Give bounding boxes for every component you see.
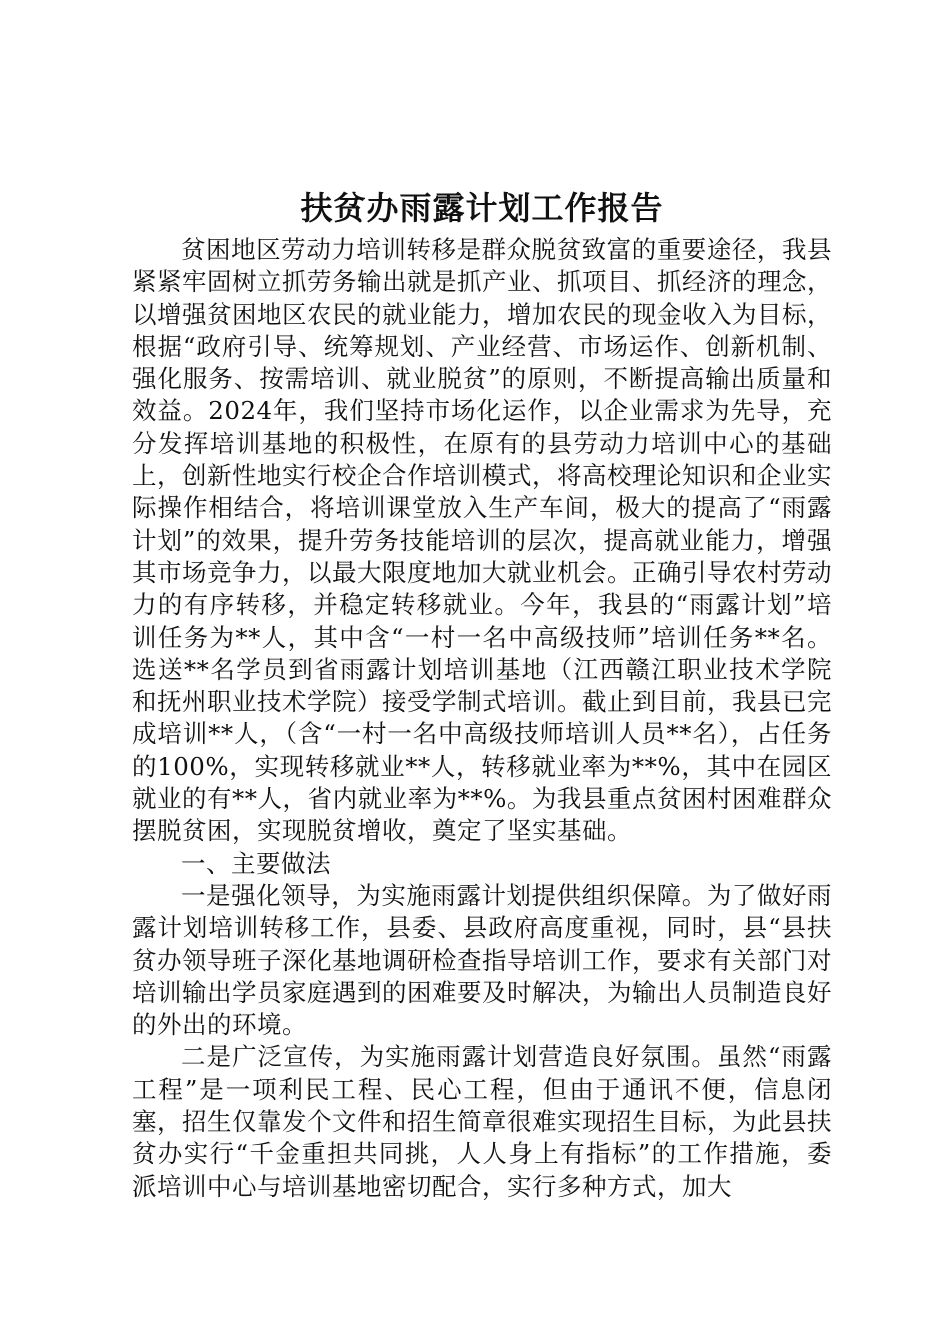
paragraph-publicity: 二是广泛宣传，为实施雨露计划营造良好氛围。虽然“雨露工程”是一项利民工程、民心工程，但由于通讯不便，信息闭塞，招生仅靠发个文件和招生简章很难实现招生目标，为此县扶贫办实行“千金重担共同挑，人人身上有指标”的工作措施，委派培训中心与培训基地密切配合，实行多种方式，加大 xyxy=(132,1042,832,1201)
document-page xyxy=(132,184,832,1203)
paragraph-leadership: 一是强化领导，为实施雨露计划提供组织保障。为了做好雨露计划培训转移工作，县委、县政府高度重视，同时，县“县扶贫办领导班子深化基地调研检查指导培训工作，要求有关部门对培训输出学员家庭遇到的困难要及时解决，为输出人员制造良好的外出的环境。 xyxy=(132,880,832,1040)
section-heading-main-practices: 一、主要做法 xyxy=(181,848,331,878)
intro-paragraph: 贫困地区劳动力培训转移是群众脱贫致富的重要途径，我县紧紧牢固树立抓劳务输出就是抓产业、抓项目、抓经济的理念，以增强贫困地区农民的就业能力，增加农民的现金收入为目标，根据“政府引导、统筹规划、产业经营、市场运作、创新机制、强化服务、按需培训、就业脱贫”的原则，不断提高输出质量和效益。2024年，我们坚持市场化运作，以企业需求为先导，充分发挥培训基地的积极性，在原有的县劳动力培训中心的基础上，创新性地实行校企合作培训模式，将高校理论知识和企业实际操作相结合，将培训课堂放入生产车间，极大的提高了“雨露计划”的效果，提升劳务技能培训的层次，提高就业能力，增强其市场竞争力，以最大限度地加大就业机会。正确引导农村劳动力的有序转移，并稳定转移就业。今年，我县的“雨露计划”培训任务为**人，其中含“一村一名中高级技师”培训任务**名。选送**名学员到省雨露计划培训基地（江西赣江职业技术学院和抚州职业技术学院）接受学制式培训。截止到目前，我县已完成培训**人，（含“一村一名中高级技师培训人员**名），占任务的100%，实现转移就业**人，转移就业率为**%，其中在园区就业的有**人，省内就业率为**%。为我县重点贫困村困难群众摆脱贫困，实现脱贫增收，奠定了坚实基础。 xyxy=(132,235,832,846)
document-title: 扶贫办雨露计划工作报告 xyxy=(300,189,664,227)
